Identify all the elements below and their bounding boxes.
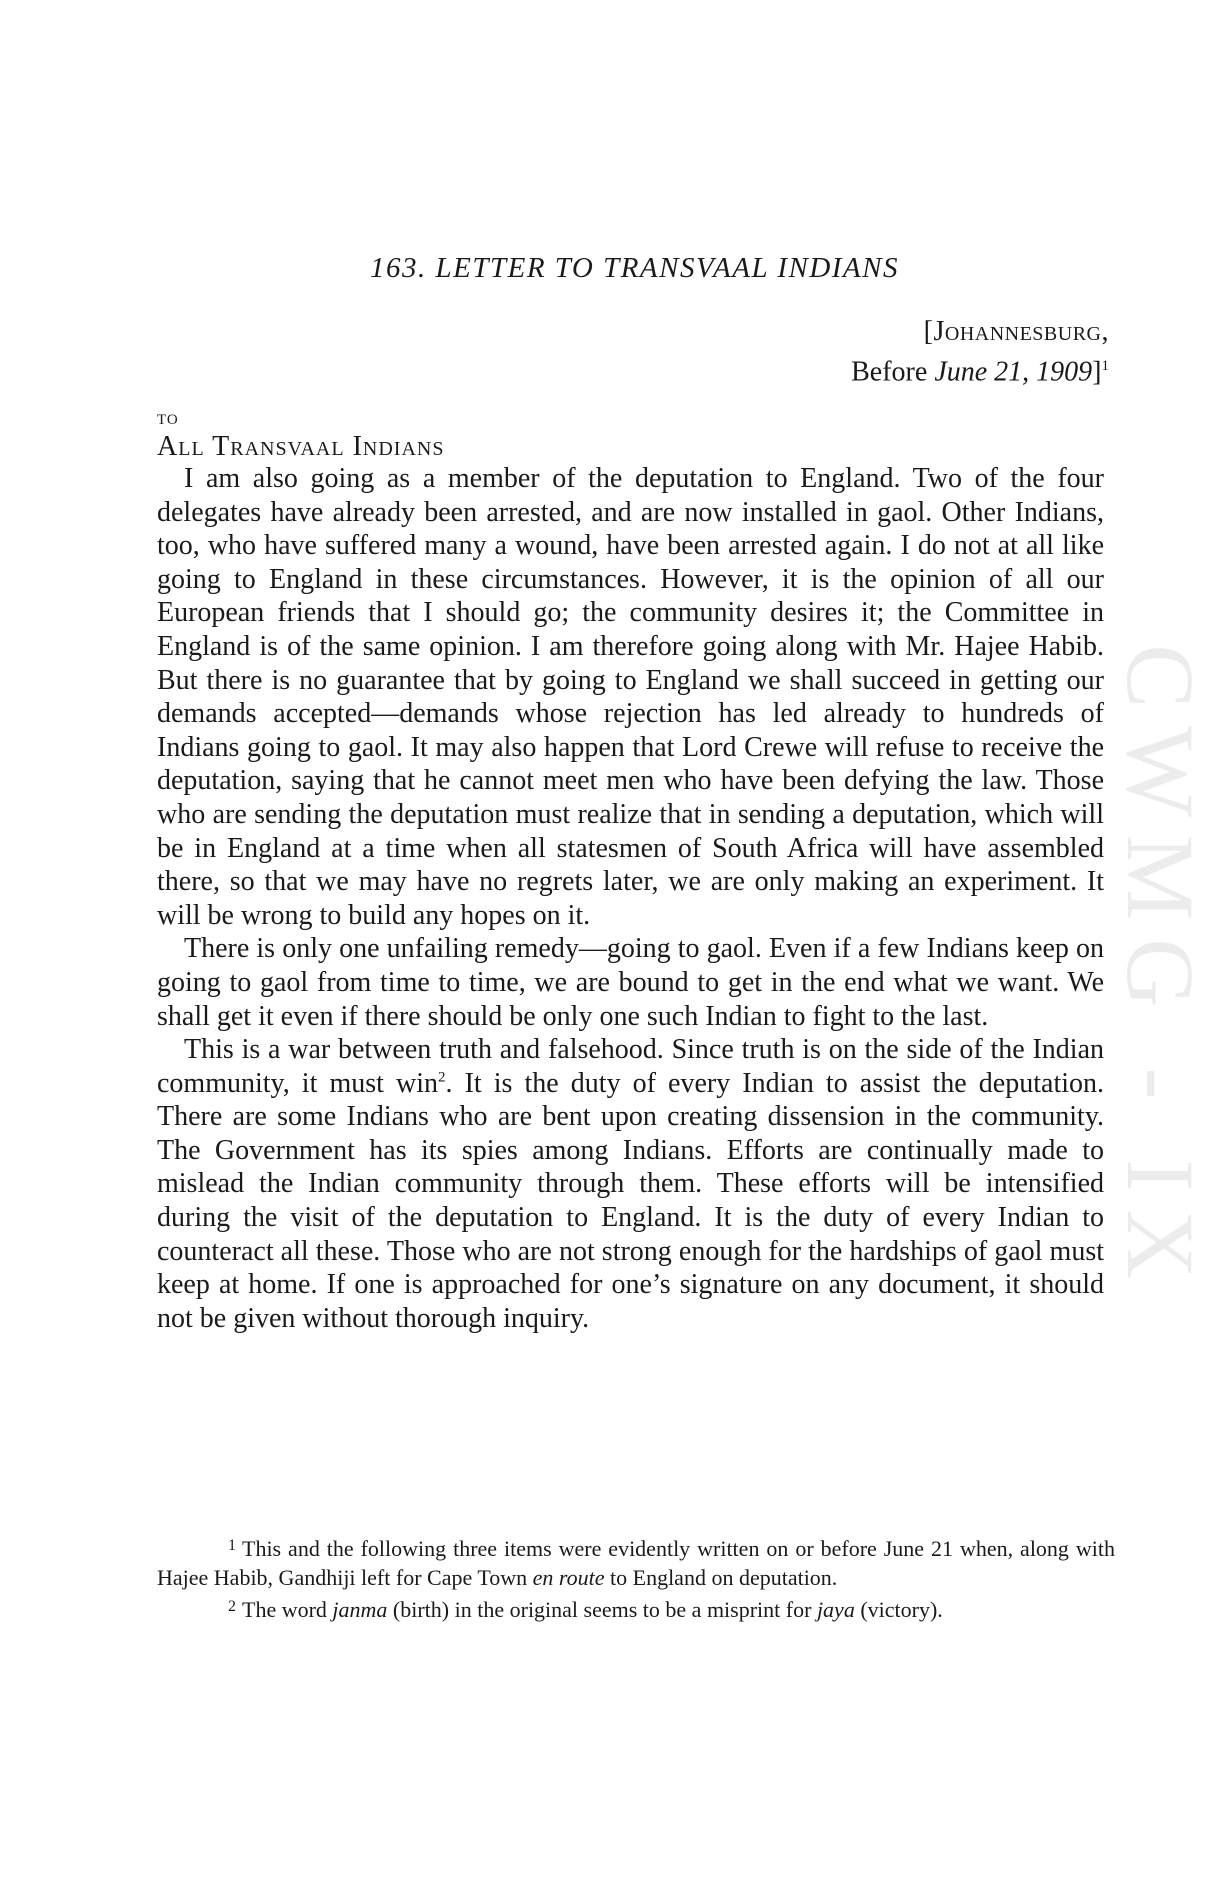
paragraph-1: I am also going as a member of the deputation to England. Two of the four delegates have already been arrested, and are now installed in gaol. Other Indians, too, who have suffered many a wound, have been arrested again. I do not at all like going to England in these circumstances. However, it is the opinion of all our European friends that I should go; the community desires it; the Committee in England is of the same opinion. I am therefore going along with Mr. Hajee Habib. But there is no guarantee that by going to England we shall succeed in getting our demands accepted—demands whose rejection has led already to hundreds of Indians going to gaol. It may also happen that Lord Crewe will refuse to receive the deputation, saying that he cannot meet men who have been defying the law. Those who are sending the deputation must realize that in sending a deputation, which will be in England at a time when all statesmen of South Africa will have assembled there, so that we may have no regrets later, we are only making an experiment. It will be wrong to build any hopes on it. [157, 463, 1104, 931]
watermark [1106, 560, 1214, 1380]
footnote-ref-2: 2 [437, 1069, 446, 1086]
dateline-close: ] [1092, 356, 1102, 388]
dateline-date: June 21, 1909 [934, 356, 1093, 388]
footnote-2: $^2$ The word janma (birth) in the original seems to be a misprint for jaya (victory). [228, 1597, 943, 1622]
page-title: 163. LETTER TO TRANSVAAL INDIANS [370, 252, 899, 284]
footnote-ref-1: 1 [1101, 358, 1109, 374]
dateline-date-line [509, 349, 1109, 389]
letter-body [157, 462, 1104, 1335]
paragraph-2: There is only one unfailing remedy—going to gaol. Even if a few Indians keep on going to gaol from time to time, we are bound to get in the end what we want. We shall get it even if there should be only one such Indian to fight to the last. [157, 933, 1104, 1032]
dateline-date-prefix: Before [851, 356, 935, 388]
footnote-1-marker: 1 [228, 1537, 236, 1554]
dateline-place: [Johannesburg, [923, 316, 1109, 347]
watermark-text: CWMG - IX [1106, 643, 1214, 1297]
dateline [509, 315, 1109, 389]
addressee: All Transvaal Indians [157, 431, 445, 462]
footnotes [157, 1531, 1115, 1624]
paragraph-3: This is a war between truth and falsehood. Since truth is on the side of the Indian community, it must win$^2$. It is the duty of every Indian to assist the deputation. There are some Indians who are bent upon creating dissension in the community. The Government has its spies among Indians. Efforts are continually made to mislead the Indian community through them. These efforts will be intensified during the visit of the deputation to England. It is the duty of every Indian to counteract all these. Those who are not strong enough for the hardships of gaol must keep at home. If one is approached for one’s signature on any document, it should not be given without thorough inquiry. [157, 1034, 1104, 1334]
footnote-1: $^1$ This and the following three items were evidently written on or before June 21 when, along with Hajee Habib, Gandhiji left for Cape Town en route to England on deputation. [157, 1536, 1115, 1590]
salutation-to: to [157, 404, 179, 429]
footnote-2-marker: 2 [228, 1598, 236, 1615]
